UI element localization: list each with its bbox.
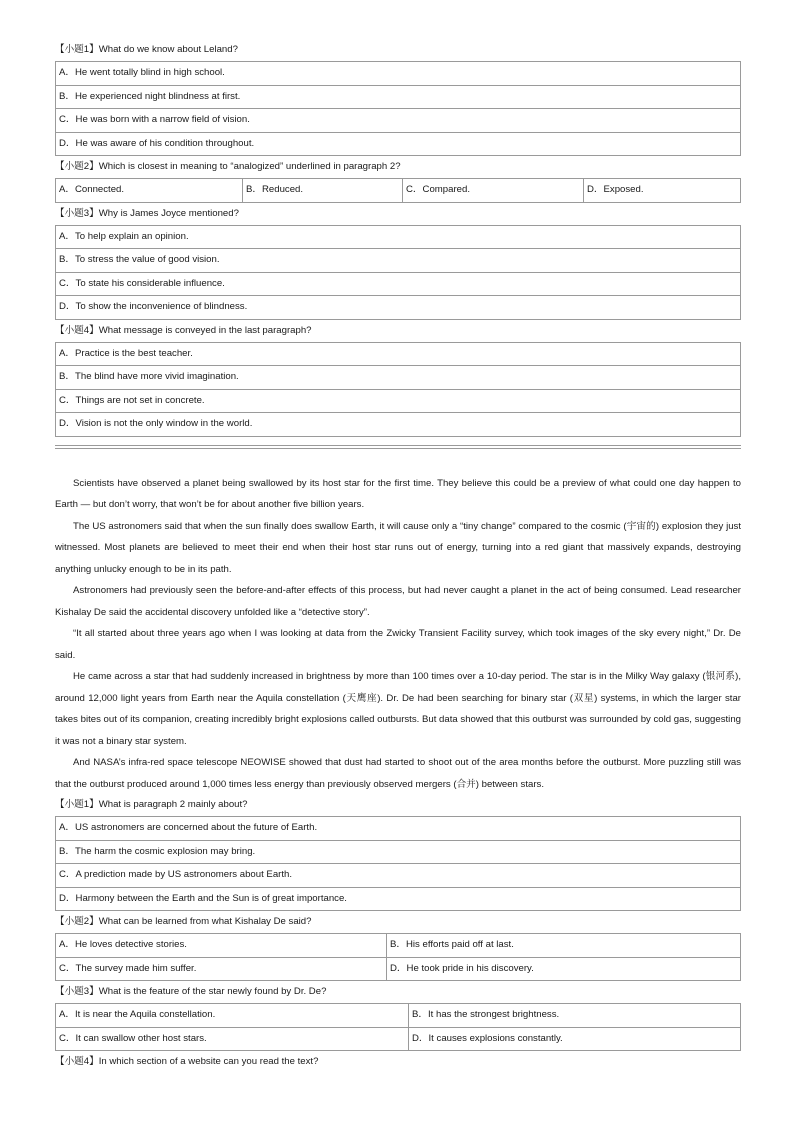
option-c[interactable]: C．Things are not set in concrete. bbox=[56, 389, 740, 413]
option-c[interactable]: C．A prediction made by US astronomers about Earth. bbox=[56, 863, 740, 887]
paragraph: Scientists have observed a planet being swallowed by its host star for the first time. They believe this could be a preview of what could one day happen to Earth — but don’t worry, that won’t be for about another five billion years. bbox=[55, 477, 741, 510]
paragraph: He came across a star that had suddenly increased in brightness by more than 100 times over a 10-day period. The star is in the Milky Way galaxy (银河系), around 12,000 light years from Earth near the Aquila constellation (天鹰座). Dr. De had been searching for binary star (双星) systems, in which the larger star takes bites out of its companion, creating incredibly bright explosions called outbursts. But data showed that this outburst was surrounded by cold gas, suggesting it was not a binary star system. bbox=[55, 671, 741, 747]
options-table bbox=[55, 61, 741, 156]
paragraph: Astronomers had previously seen the before-and-after effects of this process, but had never caught a planet in the act of being consumed. Lead researcher Kishalay De said the accidental discovery unfolded like a “detective story”. bbox=[55, 585, 741, 618]
option-d[interactable]: D．Vision is not the only window in the world. bbox=[56, 412, 740, 436]
question-label: 【小题3】Why is James Joyce mentioned? bbox=[55, 207, 239, 219]
option-a[interactable]: A．Connected. bbox=[59, 184, 125, 195]
reading-passage bbox=[55, 473, 741, 796]
option-b[interactable]: B．It has the strongest brightness. bbox=[408, 1004, 740, 1027]
option-b[interactable]: B．The blind have more vivid imagination. bbox=[56, 365, 740, 389]
question-label: 【小题2】What can be learned from what Kishalay De said? bbox=[55, 916, 312, 927]
option-a[interactable]: A．To help explain an opinion. bbox=[59, 230, 189, 242]
question-label: 【小题4】What message is conveyed in the last paragraph? bbox=[55, 324, 312, 336]
question-label: 【小题1】What do we know about Leland? bbox=[55, 44, 238, 55]
option-c[interactable]: C．It can swallow other host stars. bbox=[56, 1027, 408, 1051]
option-c[interactable]: C．The survey made him suffer. bbox=[56, 957, 386, 981]
option-a[interactable]: A．US astronomers are concerned about the future of Earth. bbox=[59, 822, 318, 833]
options-table bbox=[55, 816, 741, 911]
options-table bbox=[55, 933, 741, 981]
question-label: 【小题4】In which section of a website can you read the text? bbox=[55, 1056, 319, 1067]
question-label: 【小题1】What is paragraph 2 mainly about? bbox=[55, 799, 248, 810]
option-b[interactable]: B．The harm the cosmic explosion may bring. bbox=[56, 840, 740, 864]
option-d[interactable]: D．It causes explosions constantly. bbox=[408, 1027, 740, 1051]
paragraph: And NASA’s infra-red space telescope NEOWISE showed that dust had started to shoot out of the area months before the outburst. More puzzling still was that the outburst produced around 1,000 times less energy than previously observed mergers (合并) between stars. bbox=[55, 757, 741, 790]
options-table bbox=[55, 225, 741, 320]
options-table bbox=[55, 178, 741, 203]
paragraph: The US astronomers said that when the sun finally does swallow Earth, it will cause only a “tiny change” compared to the cosmic (宇宙的) explosion they just witnessed. Most planets are believed to meet their end when their host star runs out of energy, turning into a red giant that massively expands, destroying anything unlucky enough to be in its path. bbox=[55, 520, 741, 575]
option-b[interactable]: B．His efforts paid off at last. bbox=[386, 934, 740, 957]
option-c[interactable]: C．He was born with a narrow field of vision. bbox=[56, 108, 740, 132]
paragraph: “It all started about three years ago when I was looking at data from the Zwicky Transient Facility survey, which took images of the sky every night,” Dr. De said. bbox=[55, 628, 741, 661]
option-a[interactable]: A．It is near the Aquila constellation. bbox=[59, 1009, 216, 1020]
option-a[interactable]: A．He went totally blind in high school. bbox=[59, 67, 225, 78]
exam-page bbox=[55, 42, 741, 1070]
option-d[interactable]: D．Exposed. bbox=[583, 179, 740, 202]
option-b[interactable]: B．Reduced. bbox=[242, 179, 402, 202]
option-c[interactable]: C．Compared. bbox=[402, 179, 583, 202]
options-table bbox=[55, 342, 741, 437]
section-divider bbox=[55, 445, 741, 449]
option-d[interactable]: D．He was aware of his condition throughout. bbox=[56, 132, 740, 156]
option-a[interactable]: A．Practice is the best teacher. bbox=[59, 347, 193, 359]
question-label: 【小题2】Which is closest in meaning to “analogized” underlined in paragraph 2? bbox=[55, 161, 401, 172]
option-a[interactable]: A．He loves detective stories. bbox=[59, 939, 187, 950]
option-b[interactable]: B．He experienced night blindness at first. bbox=[56, 85, 740, 109]
option-c[interactable]: C．To state his considerable influence. bbox=[56, 272, 740, 296]
option-d[interactable]: D．He took pride in his discovery. bbox=[386, 957, 740, 981]
option-d[interactable]: D．Harmony between the Earth and the Sun is of great importance. bbox=[56, 887, 740, 911]
option-b[interactable]: B．To stress the value of good vision. bbox=[56, 248, 740, 272]
question-label: 【小题3】What is the feature of the star newly found by Dr. De? bbox=[55, 986, 327, 997]
options-table bbox=[55, 1003, 741, 1051]
option-d[interactable]: D．To show the inconvenience of blindness. bbox=[56, 295, 740, 319]
